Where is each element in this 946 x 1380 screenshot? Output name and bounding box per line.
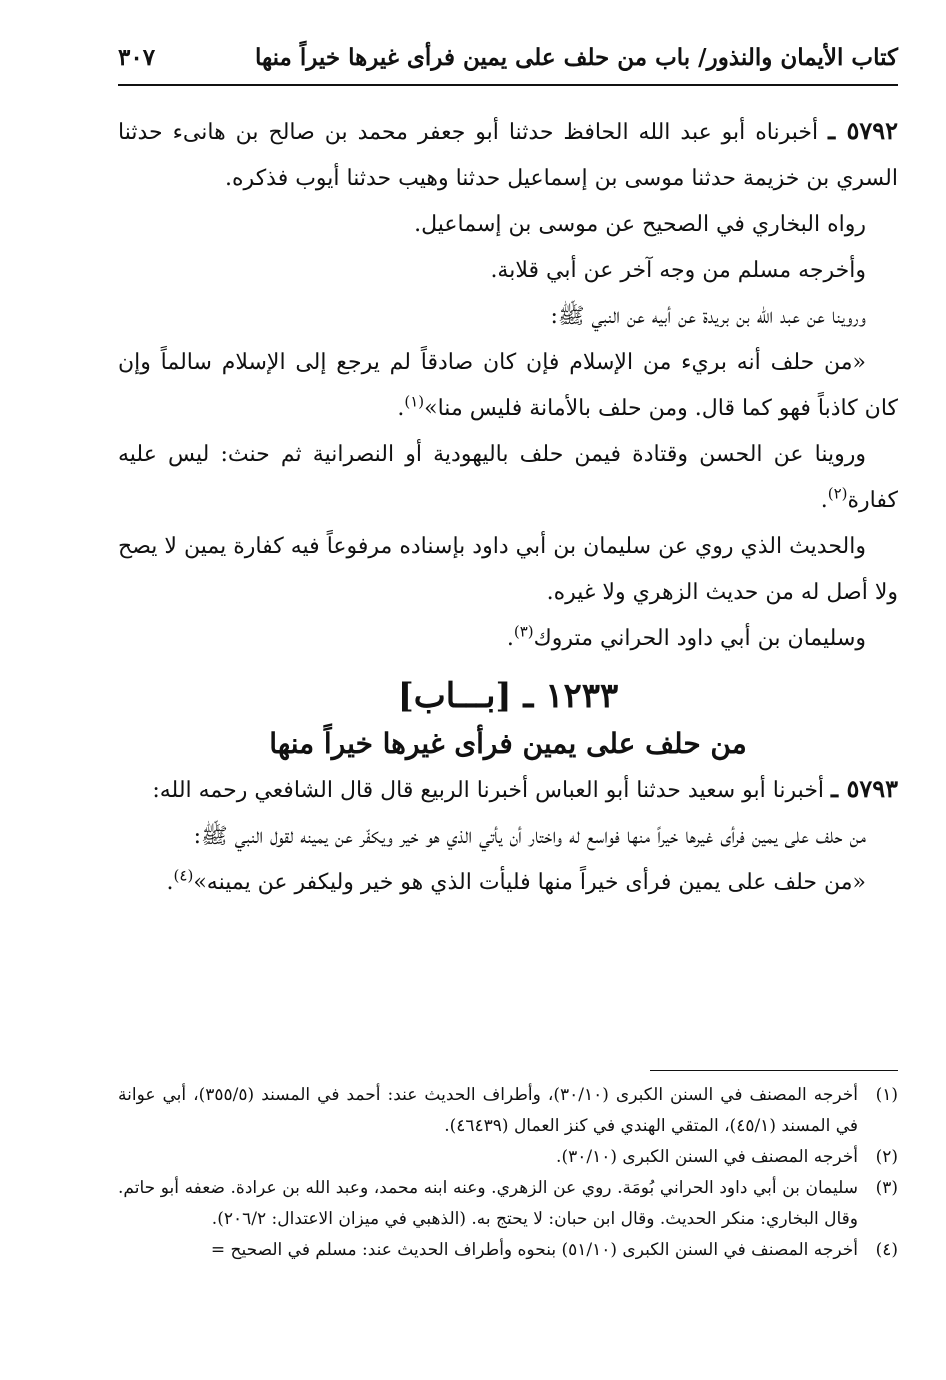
chapter-number: ١٢٣٣ ـ [بـــاب]	[397, 676, 619, 716]
quote-text: «من حلف أنه بريء من الإسلام فإن كان صادقاً لم يرجع إلى الإسلام سالماً وإن كان كاذباً فهو كما قال. ومن حلف بالأمانة فليس منا»	[118, 350, 898, 421]
hadith-number: ٥٧٩٢ ـ	[828, 116, 899, 145]
footnote	[118, 1142, 898, 1173]
hadith-text: أخبرنا أبو سعيد حدثنا أبو العباس أخبرنا الربيع قال قال الشافعي رحمه الله:	[152, 778, 825, 803]
paragraph-text: وسليمان بن أبي داود الحراني متروك	[533, 626, 866, 651]
punctuation: .	[166, 870, 174, 895]
footnote	[118, 1080, 898, 1142]
punctuation: .	[820, 488, 828, 513]
footnote-number: (١)	[875, 1085, 898, 1105]
footnote-number: (٢)	[875, 1147, 898, 1167]
footnote-text: أخرجه المصنف في السنن الكبرى (٣٠/١٠).	[556, 1147, 858, 1167]
footnote-ref: (١)	[404, 392, 425, 411]
footnote-number: (٤)	[875, 1240, 898, 1260]
footnote-text: أخرجه المصنف في السنن الكبرى (٣٠/١٠)، وأطراف الحديث عند: أحمد في المسند (٣٥٥/٥)، أبي عوانة في المسند (٤٥/١)، المتقي الهندي في كنز العمال (٤٦٤٣٩).	[118, 1085, 858, 1136]
hadith-5792	[118, 108, 898, 202]
paragraph: وأخرجه مسلم من وجه آخر عن أبي قلابة.	[490, 258, 866, 283]
chapter-title: من حلف على يمين فرأى غيرها خيراً منها	[269, 727, 747, 760]
running-header	[118, 38, 898, 86]
paragraph-text: وروينا عن الحسن وقتادة فيمن حلف باليهودية أو النصرانية ثم حنث: ليس عليه كفارة	[118, 442, 898, 513]
page-number: ٣٠٧	[118, 44, 156, 71]
quote-text: «من حلف على يمين فرأى خيراً منها فليأت الذي هو خير وليكفر عن يمينه»	[193, 870, 866, 895]
paragraph	[118, 616, 898, 662]
footnote-number: (٣)	[875, 1178, 898, 1198]
paragraph: وروينا عن عبد الله بن بريدة عن أبيه عن النبي ﷺ:	[550, 304, 866, 329]
footnote-ref: (٢)	[827, 484, 848, 503]
paragraph	[118, 432, 898, 524]
hadith-number: ٥٧٩٣ ـ	[831, 774, 898, 803]
footnotes	[118, 1080, 898, 1266]
punctuation: .	[506, 626, 514, 651]
running-title: كتاب الأيمان والنذور/ باب من حلف على يمين فرأى غيرها خيراً منها	[254, 44, 898, 71]
paragraph: من حلف على يمين فرأى غيرها خيراً منها فواسع له واختار أن يأتي الذي هو خير ويكفّر عن يمينه لقول النبي ﷺ:	[193, 824, 866, 849]
footnote-text: سليمان بن أبي داود الحراني بُومَة. روي عن الزهري. وعنه ابنه محمد، وعبد الله بن عرادة. ضعفه أبو حاتم. وقال البخاري: منكر الحديث. وقال ابن حبان: لا يحتج به. (الذهبي في ميزان الاعتدال: ٢٠٦/٢).	[118, 1178, 858, 1229]
hadith-quote	[118, 860, 898, 906]
main-text	[118, 108, 898, 906]
hadith-text: أخبرناه أبو عبد الله الحافظ حدثنا أبو جعفر محمد بن صالح بن هانىء حدثنا السري بن خزيمة حدثنا موسى بن إسماعيل حدثنا وهيب حدثنا أيوب فذكره.	[118, 120, 898, 191]
hadith-5793	[118, 766, 898, 814]
paragraph: والحديث الذي روي عن سليمان بن أبي داود بإسناده مرفوعاً فيه كفارة يمين لا يصح ولا أصل له من حديث الزهري ولا غيره.	[118, 534, 898, 605]
footnote-separator	[650, 1070, 898, 1071]
footnote-ref: (٤)	[173, 866, 194, 885]
hadith-quote	[118, 340, 898, 432]
paragraph: رواه البخاري في الصحيح عن موسى بن إسماعيل.	[414, 212, 866, 237]
punctuation: .	[397, 396, 405, 421]
footnote	[118, 1173, 898, 1235]
footnote-text: أخرجه المصنف في السنن الكبرى (٥١/١٠) بنحوه وأطراف الحديث عند: مسلم في الصحيح =	[210, 1240, 858, 1260]
footnote-ref: (٣)	[513, 622, 534, 641]
footnote	[118, 1235, 898, 1266]
